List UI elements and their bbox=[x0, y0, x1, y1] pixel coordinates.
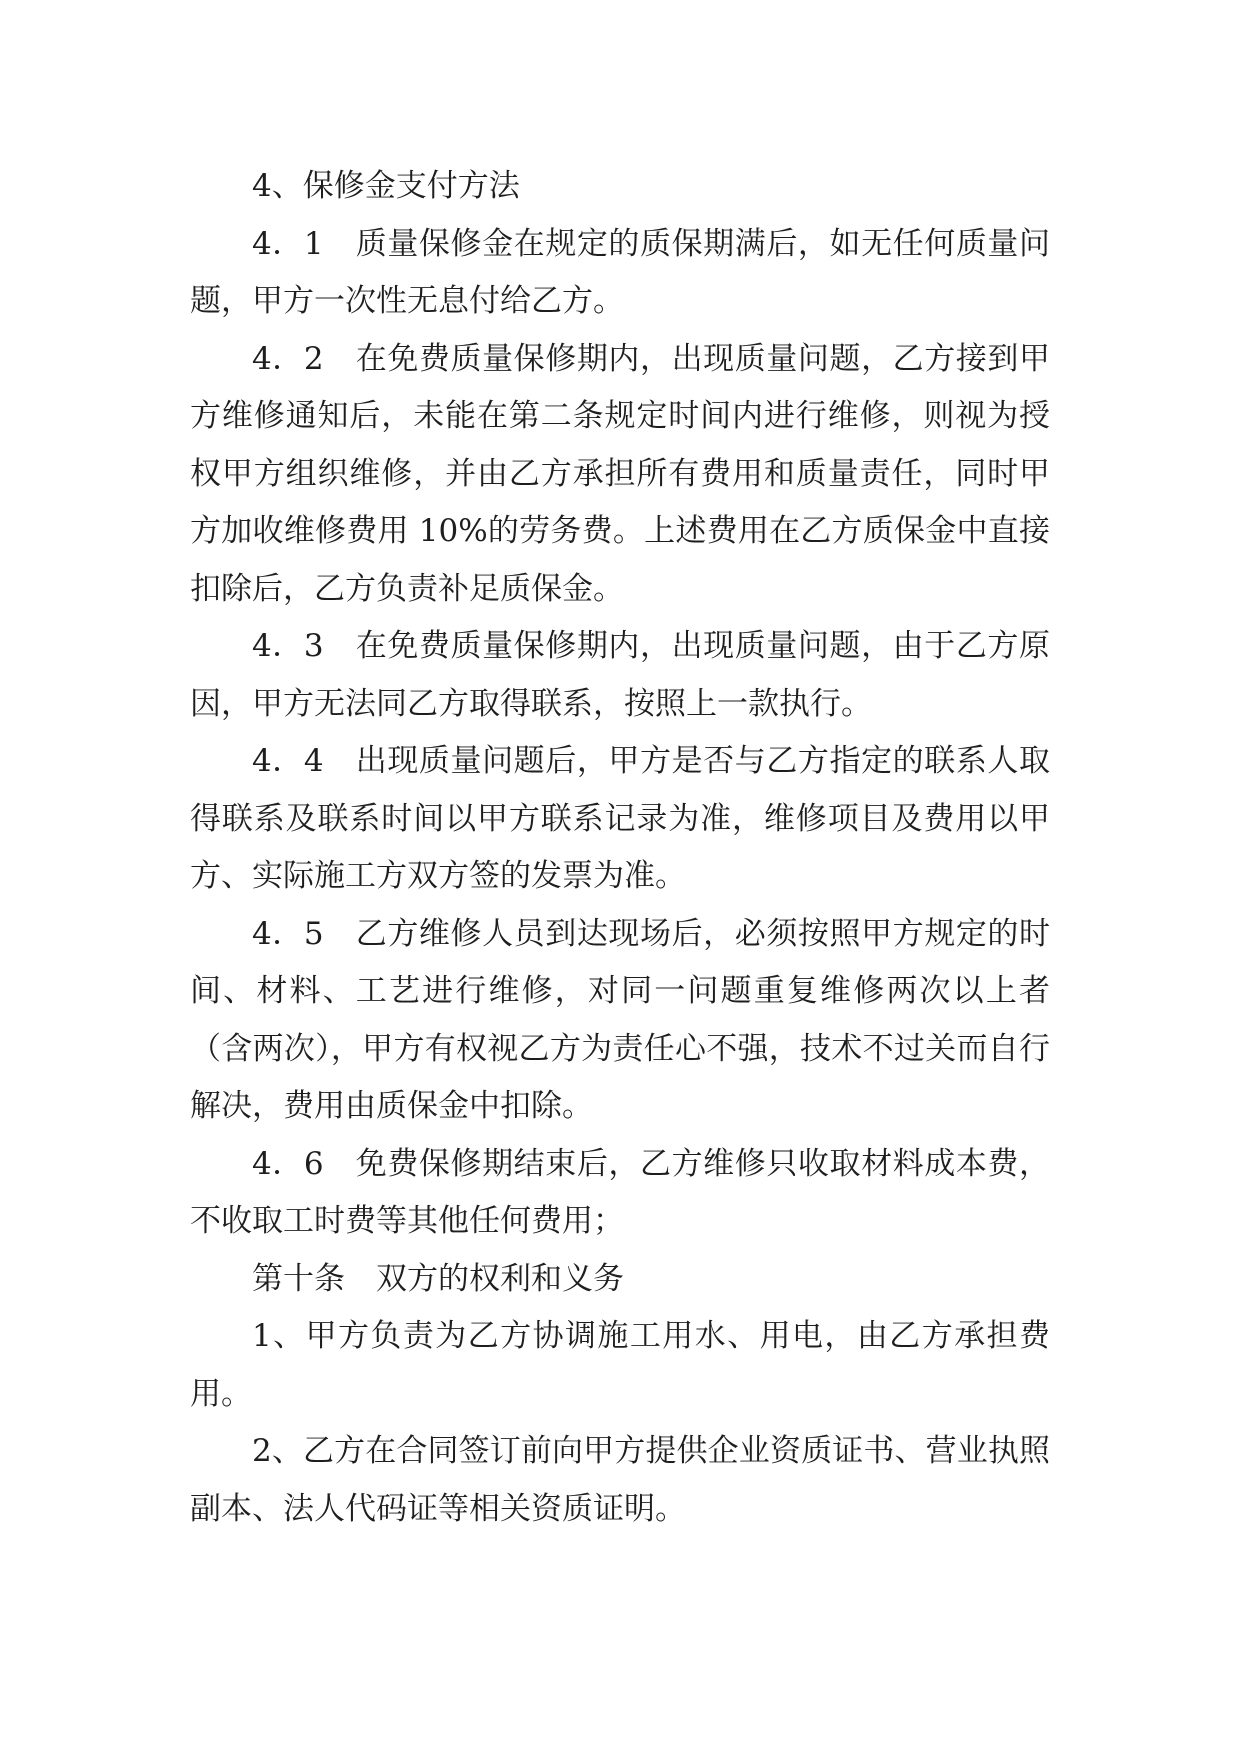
clause-4-1: 4．1 质量保修金在规定的质保期满后，如无任何质量问题，甲方一次性无息付给乙方。 bbox=[190, 225, 1050, 319]
clause-4-2: 4．2 在免费质量保修期内，出现质量问题，乙方接到甲方维修通知后，未能在第二条规定时间内进行维修，则视为授权甲方组织维修，并由乙方承担所有费用和质量责任，同时甲方加收维修费用 10%的劳务费。上述费用在乙方质保金中直接扣除后，乙方负责补足质保金。 bbox=[190, 340, 1050, 607]
clause-4-5: 4．5 乙方维修人员到达现场后，必须按照甲方规定的时间、材料、工艺进行维修，对同一问题重复维修两次以上者（含两次），甲方有权视乙方为责任心不强，技术不过关而自行解决，费用由质保金中扣除。 bbox=[190, 915, 1050, 1124]
clause-4-4: 4．4 出现质量问题后，甲方是否与乙方指定的联系人取得联系及联系时间以甲方联系记录为准，维修项目及费用以甲方、实际施工方双方签的发票为准。 bbox=[190, 743, 1050, 894]
section-heading-warranty-payment: 4、保修金支付方法 bbox=[252, 168, 520, 204]
clause-4-3: 4．3 在免费质量保修期内，出现质量问题，由于乙方原因，甲方无法同乙方取得联系，按照上一款执行。 bbox=[190, 628, 1050, 722]
document-body bbox=[190, 158, 1050, 1538]
article-10-item-2: 2、乙方在合同签订前向甲方提供企业资质证书、营业执照副本、法人代码证等相关资质证明。 bbox=[190, 1433, 1050, 1527]
clause-4-6: 4．6 免费保修期结束后，乙方维修只收取材料成本费，不收取工时费等其他任何费用； bbox=[190, 1145, 1050, 1239]
article-10-item-1: 1、甲方负责为乙方协调施工用水、用电，由乙方承担费用。 bbox=[190, 1318, 1050, 1412]
article-10-heading: 第十条 双方的权利和义务 bbox=[252, 1260, 624, 1297]
